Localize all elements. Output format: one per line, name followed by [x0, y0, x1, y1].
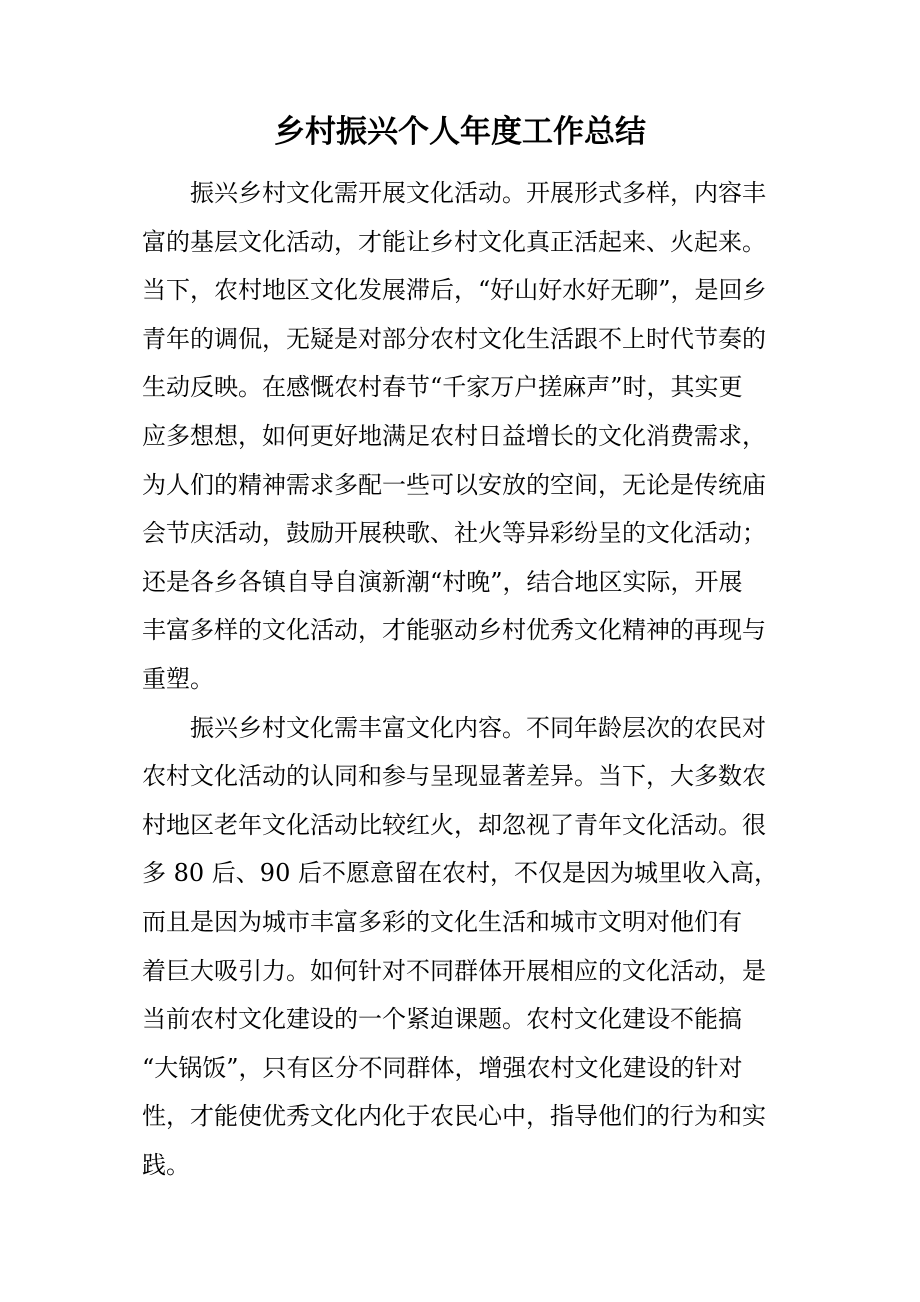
text-line: 而且是因为城市丰富多彩的文化生活和城市文明对他们有 [142, 907, 742, 936]
document-title: 乡村振兴个人年度工作总结 [274, 114, 646, 150]
text-line: 振兴乡村文化需开展文化活动。开展形式多样，内容丰 [190, 179, 766, 207]
text-line: 丰富多样的文化活动，才能驱动乡村优秀文化精神的再现与 [142, 616, 766, 645]
text-line: 生动反映。在感慨农村春节“千家万户搓麻声”时，其实更 [142, 373, 743, 402]
text-line: 为人们的精神需求多配一些可以安放的空间，无论是传统庙 [142, 470, 766, 499]
text-line: 振兴乡村文化需丰富文化内容。不同年龄层次的农民对 [190, 713, 766, 742]
text-line: 多 80 后、90 后不愿意留在农村，不仅是因为城里收入高， [142, 859, 778, 888]
text-line: 应多想想，如何更好地满足农村日益增长的文化消费需求， [142, 421, 766, 450]
text-line: 着巨大吸引力。如何针对不同群体开展相应的文化活动，是 [142, 956, 766, 985]
text-line: 当下，农村地区文化发展滞后，“好山好水好无聊”，是回乡 [142, 276, 767, 305]
text-line: “大锅饭”，只有区分不同群体，增强农村文化建设的针对 [142, 1053, 743, 1082]
text-line: 青年的调侃，无疑是对部分农村文化生活跟不上时代节奏的 [142, 324, 766, 353]
text-line: 还是各乡各镇自导自演新潮“村晚”，结合地区实际，开展 [142, 567, 743, 596]
text-line: 当前农村文化建设的一个紧迫课题。农村文化建设不能搞 [142, 1005, 742, 1034]
paragraph-1 [142, 169, 778, 704]
document-body [142, 169, 778, 1189]
text-line: 性，才能使优秀文化内化于农民心中，指导他们的行为和实 [142, 1102, 766, 1131]
text-line: 重塑。 [142, 664, 214, 693]
paragraph-2 [142, 704, 778, 1190]
text-line: 富的基层文化活动，才能让乡村文化真正活起来、火起来。 [142, 227, 766, 256]
text-line: 践。 [142, 1150, 190, 1179]
text-line: 会节庆活动，鼓励开展秧歌、社火等异彩纷呈的文化活动； [142, 519, 766, 548]
text-line: 农村文化活动的认同和参与呈现显著差异。当下，大多数农 [142, 762, 766, 791]
text-line: 村地区老年文化活动比较红火，却忽视了青年文化活动。很 [142, 810, 766, 839]
